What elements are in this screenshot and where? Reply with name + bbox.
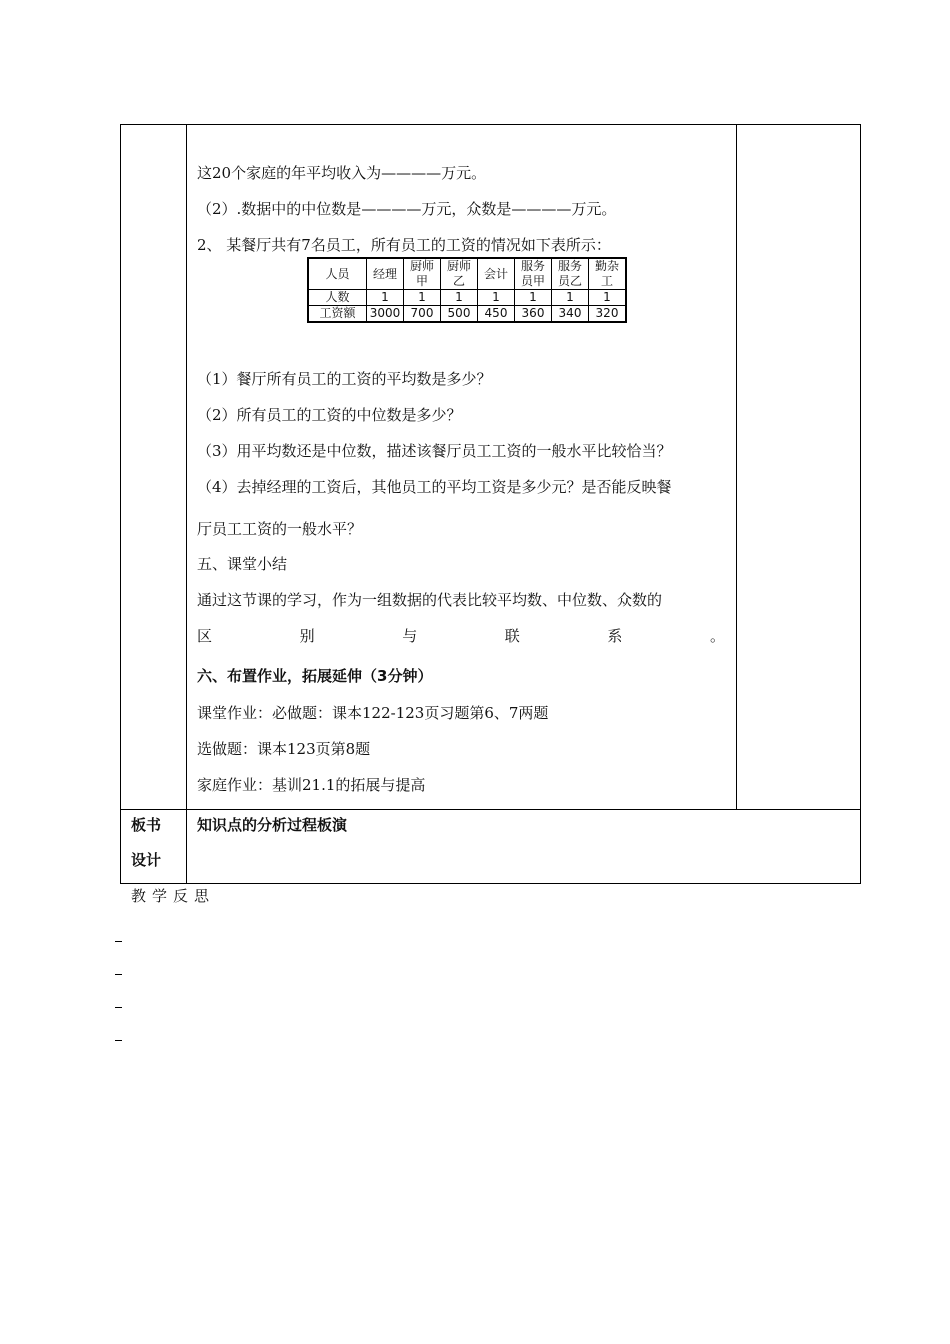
board-label-line2: 设计 (131, 851, 162, 869)
question-4: （4）去掉经理的工资后，其他员工的平均工资是多少元？是否能反映餐 (197, 478, 672, 496)
summary-text: 通过这节课的学习，作为一组数据的代表比较平均数、中位数、众数的 (197, 591, 663, 609)
table-row (308, 306, 626, 323)
homework-required: 课堂作业：必做题：课本122-123页习题第6、7两题 (197, 704, 549, 722)
spread-char: 区 (197, 627, 213, 645)
reflection-dash (115, 941, 122, 942)
table-cell: 360 (515, 306, 552, 323)
summary-spread-line (197, 626, 725, 646)
lesson-table (120, 124, 861, 884)
section-6-heading: 六、布置作业，拓展延伸（3分钟） (197, 667, 433, 685)
spread-char: 别 (299, 627, 315, 645)
table-cell: 人数 (308, 290, 367, 306)
median-mode-line: （2）.数据中的中位数是————万元，众数是————万元。 (197, 200, 617, 218)
spread-char: 。 (709, 627, 725, 645)
wage-table (307, 257, 627, 323)
table-cell: 1 (515, 290, 552, 306)
table-cell: 700 (404, 306, 441, 323)
table-cell: 1 (441, 290, 478, 306)
spread-char: 与 (402, 627, 418, 645)
table-cell: 服务 员乙 (552, 258, 589, 290)
section-5-heading: 五、课堂小结 (197, 555, 288, 573)
table-cell: 勤杂 工 (589, 258, 627, 290)
reflection-title: 教学反思 (131, 887, 216, 905)
income-line: 这20个家庭的年平均收入为————万元。 (197, 164, 487, 182)
table-cell: 1 (552, 290, 589, 306)
table-cell: 1 (367, 290, 404, 306)
table-cell: 工资额 (308, 306, 367, 323)
question-1: （1）餐厅所有员工的工资的平均数是多少？ (197, 370, 492, 388)
board-content: 知识点的分析过程板演 (197, 816, 348, 834)
reflection-dash (115, 1007, 122, 1008)
column-divider-right (736, 125, 737, 810)
question-2: （2）所有员工的工资的中位数是多少？ (197, 406, 462, 424)
table-cell: 经理 (367, 258, 404, 290)
spread-char: 联 (504, 627, 520, 645)
reflection-dash (115, 974, 122, 975)
column-divider-left (186, 125, 187, 884)
table-cell: 人员 (308, 258, 367, 290)
table-cell: 3000 (367, 306, 404, 323)
spread-char: 系 (607, 627, 623, 645)
homework-optional: 选做题：课本123页第8题 (197, 740, 371, 758)
table-cell: 厨师 乙 (441, 258, 478, 290)
row-divider (121, 809, 860, 810)
reflection-dash (115, 1040, 122, 1041)
problem-2-intro: 2、 某餐厅共有7名员工，所有员工的工资的情况如下表所示： (197, 236, 611, 254)
table-cell: 340 (552, 306, 589, 323)
table-cell: 450 (478, 306, 515, 323)
table-header-row (308, 258, 626, 290)
question-3: （3）用平均数还是中位数，描述该餐厅员工工资的一般水平比较恰当？ (197, 442, 672, 460)
table-cell: 会计 (478, 258, 515, 290)
table-cell: 1 (589, 290, 627, 306)
table-cell: 1 (404, 290, 441, 306)
homework-family: 家庭作业：基训21.1的拓展与提高 (197, 776, 426, 794)
table-cell: 服务 员甲 (515, 258, 552, 290)
table-cell: 厨师 甲 (404, 258, 441, 290)
table-cell: 320 (589, 306, 627, 323)
table-row (308, 290, 626, 306)
question-4-continued: 厅员工工资的一般水平？ (197, 520, 363, 538)
table-cell: 500 (441, 306, 478, 323)
board-label-line1: 板书 (131, 816, 162, 834)
table-cell: 1 (478, 290, 515, 306)
